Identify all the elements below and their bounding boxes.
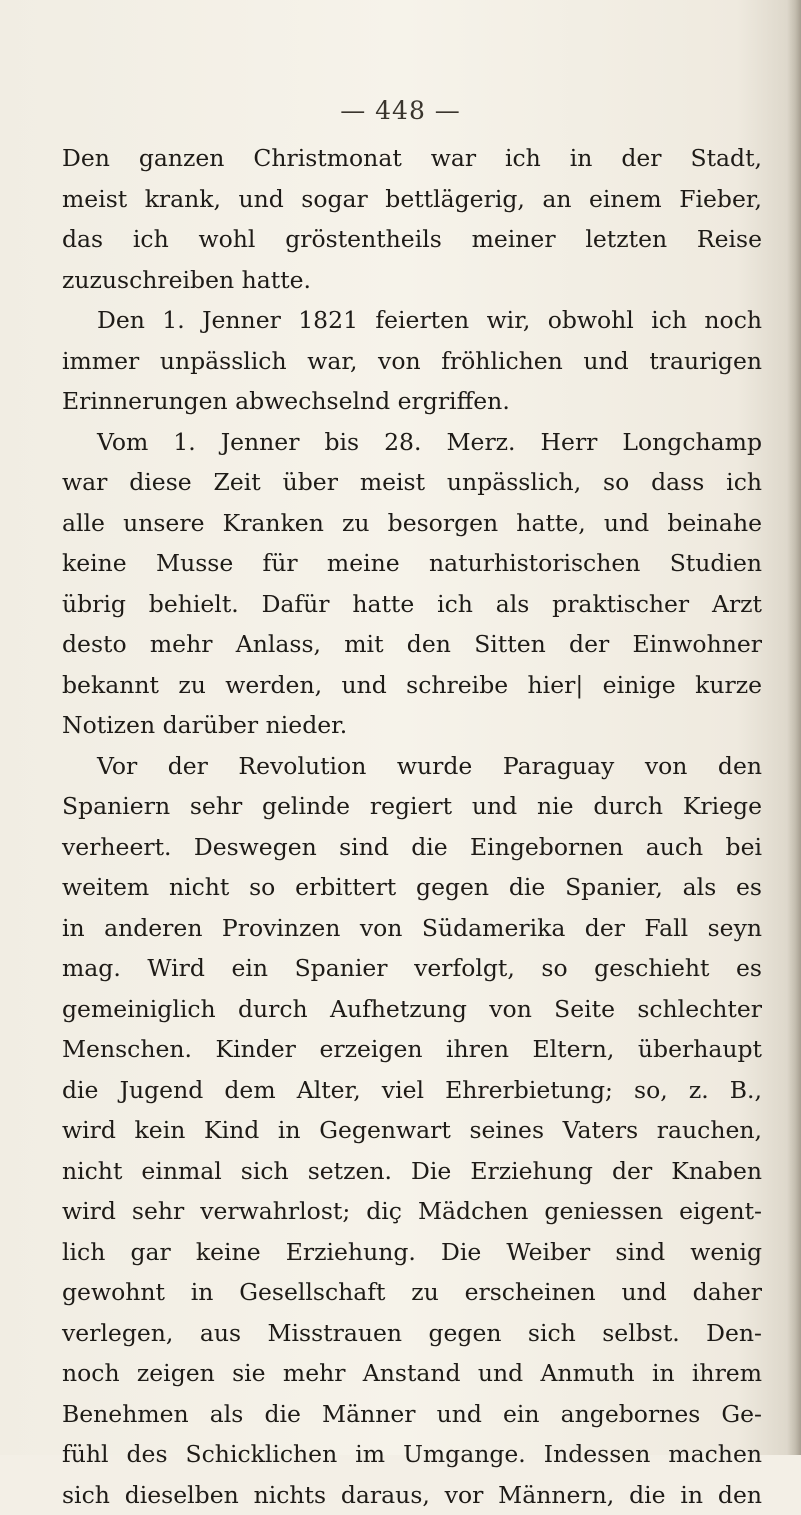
text-line: die Jugend dem Alter, viel Ehrerbietung; so, z. B., <box>62 1070 762 1111</box>
text-line: meist krank, und sogar bettlägerig, an einem Fieber, <box>62 179 762 220</box>
text-line: alle unsere Kranken zu besorgen hatte, und beinahe <box>62 503 762 544</box>
page-number: — 448 — <box>0 96 801 125</box>
text-line: Erinnerungen abwechselnd ergriffen. <box>62 381 762 422</box>
text-line: wird sehr verwahrlost; diç Mädchen geniessen eigent- <box>62 1191 762 1232</box>
text-line: verheert. Deswegen sind die Eingebornen auch bei <box>62 827 762 868</box>
text-line: lich gar keine Erziehung. Die Weiber sind wenig <box>62 1232 762 1273</box>
text-line: weitem nicht so erbittert gegen die Spanier, als es <box>62 867 762 908</box>
text-line: das ich wohl gröstentheils meiner letzten Reise <box>62 219 762 260</box>
text-line: keine Musse für meine naturhistorischen Studien <box>62 543 762 584</box>
text-line: Den ganzen Christmonat war ich in der Stadt, <box>62 138 762 179</box>
text-line: Vom 1. Jenner bis 28. Merz. Herr Longchamp <box>62 422 762 463</box>
text-line: Den 1. Jenner 1821 feierten wir, obwohl ich noch <box>62 300 762 341</box>
text-line: verlegen, aus Misstrauen gegen sich selbst. Den- <box>62 1313 762 1354</box>
text-line: war diese Zeit über meist unpässlich, so dass ich <box>62 462 762 503</box>
text-line: Menschen. Kinder erzeigen ihren Eltern, überhaupt <box>62 1029 762 1070</box>
text-line: fühl des Schicklichen im Umgange. Indessen machen <box>62 1434 762 1475</box>
text-line: zuzuschreiben hatte. <box>62 260 762 301</box>
text-line: noch zeigen sie mehr Anstand und Anmuth in ihrem <box>62 1353 762 1394</box>
text-line: gemeiniglich durch Aufhetzung von Seite schlechter <box>62 989 762 1030</box>
text-line: Benehmen als die Männer und ein angebornes Ge- <box>62 1394 762 1435</box>
text-line: Vor der Revolution wurde Paraguay von den <box>62 746 762 787</box>
text-line: gewohnt in Gesellschaft zu erscheinen und daher <box>62 1272 762 1313</box>
text-line: immer unpässlich war, von fröhlichen und traurigen <box>62 341 762 382</box>
text-line: in anderen Provinzen von Südamerika der Fall seyn <box>62 908 762 949</box>
text-line: wird kein Kind in Gegenwart seines Vaters rauchen, <box>62 1110 762 1151</box>
body-text <box>62 138 762 1515</box>
text-line: übrig behielt. Dafür hatte ich als praktischer Arzt <box>62 584 762 625</box>
text-line: nicht einmal sich setzen. Die Erziehung der Knaben <box>62 1151 762 1192</box>
text-line: desto mehr Anlass, mit den Sitten der Einwohner <box>62 624 762 665</box>
text-line: mag. Wird ein Spanier verfolgt, so geschieht es <box>62 948 762 989</box>
text-line: Spaniern sehr gelinde regiert und nie durch Kriege <box>62 786 762 827</box>
page-edge-shadow <box>787 0 801 1455</box>
text-line: bekannt zu werden, und schreibe hier| einige kurze <box>62 665 762 706</box>
text-line: sich dieselben nichts daraus, vor Männern, die in den <box>62 1475 762 1515</box>
text-line: Notizen darüber nieder. <box>62 705 762 746</box>
